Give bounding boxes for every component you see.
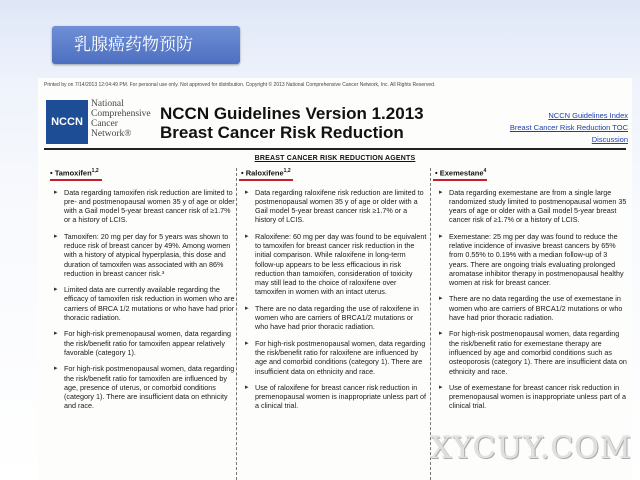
drug-footnote: 1,2 [283,168,291,174]
red-underline [433,179,487,181]
slide-title: 乳腺癌药物预防 [52,26,240,64]
red-underline [50,179,102,181]
bullet-item: ▸ For high-risk premenopausal women, data regarding the risk/benefit ratio for tamoxifen appear relatively favorable (category 1). [64,329,238,357]
drug-heading-raloxifene: • Raloxifene$^{1,2}$ [241,168,427,181]
section-heading: BREAST CANCER RISK REDUCTION AGENTS [254,155,416,162]
bullet-item: ▸ For high-risk postmenopausal women, data regarding the risk/benefit ratio for raloxifene are influenced by age and comorbid conditions (category 1). There are insufficient data on ethnicity and race. [255,339,427,376]
drug-name: Tamoxifen [54,168,92,178]
bullet-item: ▸ Data regarding raloxifene risk reduction are limited to postmenopausal women 35 y of age or older with a Gail model 5-year breast cancer risk ≥1.7% or a history of LCIS. [255,188,427,225]
column-raloxifene [236,168,427,480]
bullet-item: ▸ Use of raloxifene for breast cancer risk reduction in premenopausal women is inappropriate unless part of a clinical trial. [255,383,427,411]
title-line-1: NCCN Guidelines Version 1.2013 [160,104,424,123]
header-divider [44,148,626,150]
bullet-item: ▸ Raloxifene: 60 mg per day was found to be equivalent to tamoxifen for breast cancer risk reduction in the initial comparison. While raloxifene in long-term follow-up appears to be less efficacious in risk reduction than tamoxifen, consideration of toxicity may still lead to the choice of raloxifene over tamoxifen in women with an intact uterus. [255,232,427,297]
bullet-item: ▸ Tamoxifen: 20 mg per day for 5 years was shown to reduce risk of breast cancer by 49%. Among women with a history of atypical hyperplasia, this dose and duration of tamoxifen was associated with an 86% reduction in breast cancer risk.³ [64,232,238,278]
bullet-item: ▸ Exemestane: 25 mg per day was found to reduce the relative incidence of invasive breast cancers by 65% from 0.55% to 0.19% with a median follow-up of 3 years. There are ongoing trials evaluating prolonged aromatase inhibitor therapy in postmenopausal healthy women at risk for breast cancer. [449,232,627,288]
bullet-item: ▸ Limited data are currently available regarding the efficacy of tamoxifen risk reduction in women who are carriers of BRCA 1/2 mutations or who have had prior thoracic radiation. [64,285,238,322]
logo-line: National [91,99,124,109]
printed-notice: Printed by on 7/14/2013 12:04:49 PM. For personal use only. Not approved for distribution. Copyright © 2013 National Comprehensive Cancer Network, Inc. All Rights Reserved. [44,82,436,88]
drug-footnote: 1,2 [91,168,99,174]
bullet-item: ▸ For high-risk postmenopausal women, data regarding the risk/benefit ratio for exemestane therapy are influenced by age and comorbid conditions such as osteoporosis (category 1). There are insufficient data on ethnicity and race. [449,329,627,375]
bullet-item: ▸ For high-risk postmenopausal women, data regarding the risk/benefit ratio for tamoxifen are influenced by age, presence of uterus, or comorbid conditions (category 1). There are insufficient data on ethnicity and race. [64,364,238,410]
nccn-document-page [38,78,632,480]
document-title [160,104,424,142]
bullet-item: ▸ There are no data regarding the use of exemestane in women who are carriers of BRCA1/2 mutations or who have had prior thoracic radiation. [449,294,627,322]
drug-name: Exemestane [439,168,484,178]
watermark: XYCUY.COM [430,431,632,466]
logo-line: Cancer [91,119,118,129]
title-line-2: Breast Cancer Risk Reduction [160,123,404,142]
drug-footnote: 4 [483,168,487,174]
link-discussion[interactable]: Discussion [591,135,628,144]
column-tamoxifen [50,168,238,480]
link-toc[interactable]: Breast Cancer Risk Reduction TOC [509,123,628,132]
drug-heading-exemestane: • Exemestane$^4$ [435,168,627,181]
nav-links [510,110,628,146]
drug-heading-tamoxifen: • Tamoxifen$^{1,2}$ [50,168,238,181]
bullet-item: ▸ Use of exemestane for breast cancer risk reduction in premenopausal women is inappropriate unless part of a clinical trial. [449,383,627,411]
logo-line: Network® [91,129,132,139]
drug-name: Raloxifene [245,168,284,178]
link-guidelines-index[interactable]: NCCN Guidelines Index [548,111,628,120]
bullet-item: ▸ There are no data regarding the use of raloxifene in women who are carriers of BRCA1/2 mutations or who have had prior thoracic radiation. [255,304,427,332]
bullet-item: ▸ Data regarding exemestane are from a single large randomized study limited to postmenopausal women 35 years of age or older with a Gail model 5-year breast cancer risk of ≥1.7% or a history of LCIS. [449,188,627,225]
logo-line: Comprehensive [91,109,151,119]
bullet-item: ▸ Data regarding tamoxifen risk reduction are limited to pre- and postmenopausal women 35 y of age or older with a Gail model 5-year breast cancer risk of ≥1.7% or a history of LCIS. [64,188,238,225]
nccn-logo-text [91,99,151,139]
nccn-logo-icon: NCCN [46,100,88,144]
red-underline [239,179,293,181]
